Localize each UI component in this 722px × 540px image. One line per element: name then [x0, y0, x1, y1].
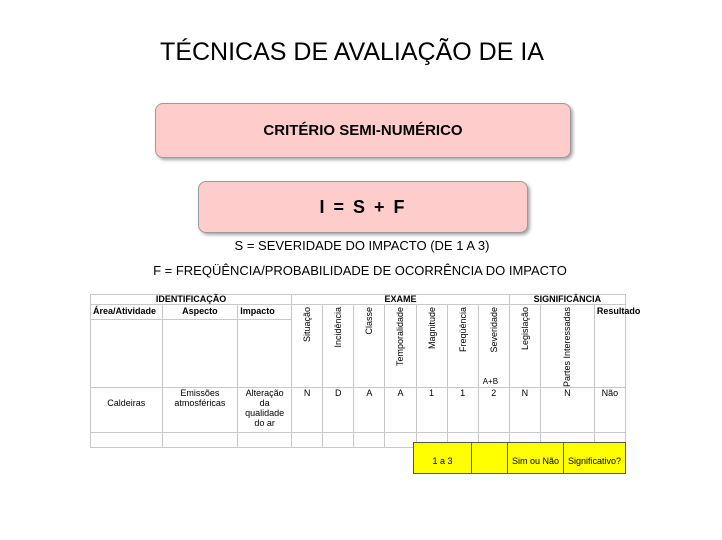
col-severidade: Severidade A+B — [478, 305, 509, 388]
cell-soma: 2 — [478, 388, 509, 433]
legend-sim-nao: Sim ou Não — [508, 443, 564, 474]
table-row — [91, 388, 626, 433]
cell-magnitude: 1 — [416, 388, 447, 433]
col-impacto: Impacto — [238, 305, 292, 320]
cell-classe: A — [354, 388, 385, 433]
cell-frequencia: 1 — [447, 388, 478, 433]
col-incidencia: Incidência — [323, 305, 354, 388]
cell-impacto: Alteração da qualidade do ar — [238, 388, 292, 433]
group-significancia: SIGNIFICÂNCIA — [509, 295, 625, 305]
col-a-b: A+B — [482, 377, 499, 387]
col-legislacao: Legislação — [509, 305, 540, 388]
formula-label: I = S + F — [319, 196, 407, 217]
assessment-table — [90, 294, 641, 448]
criterio-box — [155, 103, 571, 158]
cell-area: Caldeiras — [91, 388, 163, 433]
col-frequencia: Freqüência — [447, 305, 478, 388]
col-situacao: Situação — [292, 305, 323, 388]
cell-partes: N — [540, 388, 594, 433]
col-temporalidade: Temporalidade — [385, 305, 416, 388]
page-title: TÉCNICAS DE AVALIAÇÃO DE IA — [160, 38, 544, 66]
legend-significativo: Significativo? — [564, 443, 626, 474]
group-identificacao: IDENTIFICAÇÃO — [91, 295, 292, 305]
note-frequencia: F = FREQÜÊNCIA/PROBABILIDADE DE OCORRÊNCIA DO IMPACTO — [153, 263, 567, 278]
col-magnitude: Magnitude — [416, 305, 447, 388]
legend-row — [413, 442, 626, 474]
cell-aspecto: Emissões atmosféricas — [162, 388, 238, 433]
cell-resultado: Não — [594, 388, 625, 433]
criterio-label: CRITÉRIO SEMI-NUMÉRICO — [263, 122, 463, 139]
legend-range: 1 a 3 — [414, 443, 472, 474]
col-partes: Partes Interessadas — [540, 305, 594, 388]
col-resultado: Resultado — [594, 305, 625, 388]
cell-incidencia: D — [323, 388, 354, 433]
cell-situacao: N — [292, 388, 323, 433]
col-area: Área/Atividade — [91, 305, 163, 320]
col-classe: Classe — [354, 305, 385, 388]
cell-legislacao: N — [509, 388, 540, 433]
cell-temporalidade: A — [385, 388, 416, 433]
col-aspecto: Aspecto — [162, 305, 238, 320]
group-exame: EXAME — [292, 295, 510, 305]
note-severidade: S = SEVERIDADE DO IMPACTO (DE 1 A 3) — [234, 238, 490, 253]
formula-box — [198, 181, 528, 233]
